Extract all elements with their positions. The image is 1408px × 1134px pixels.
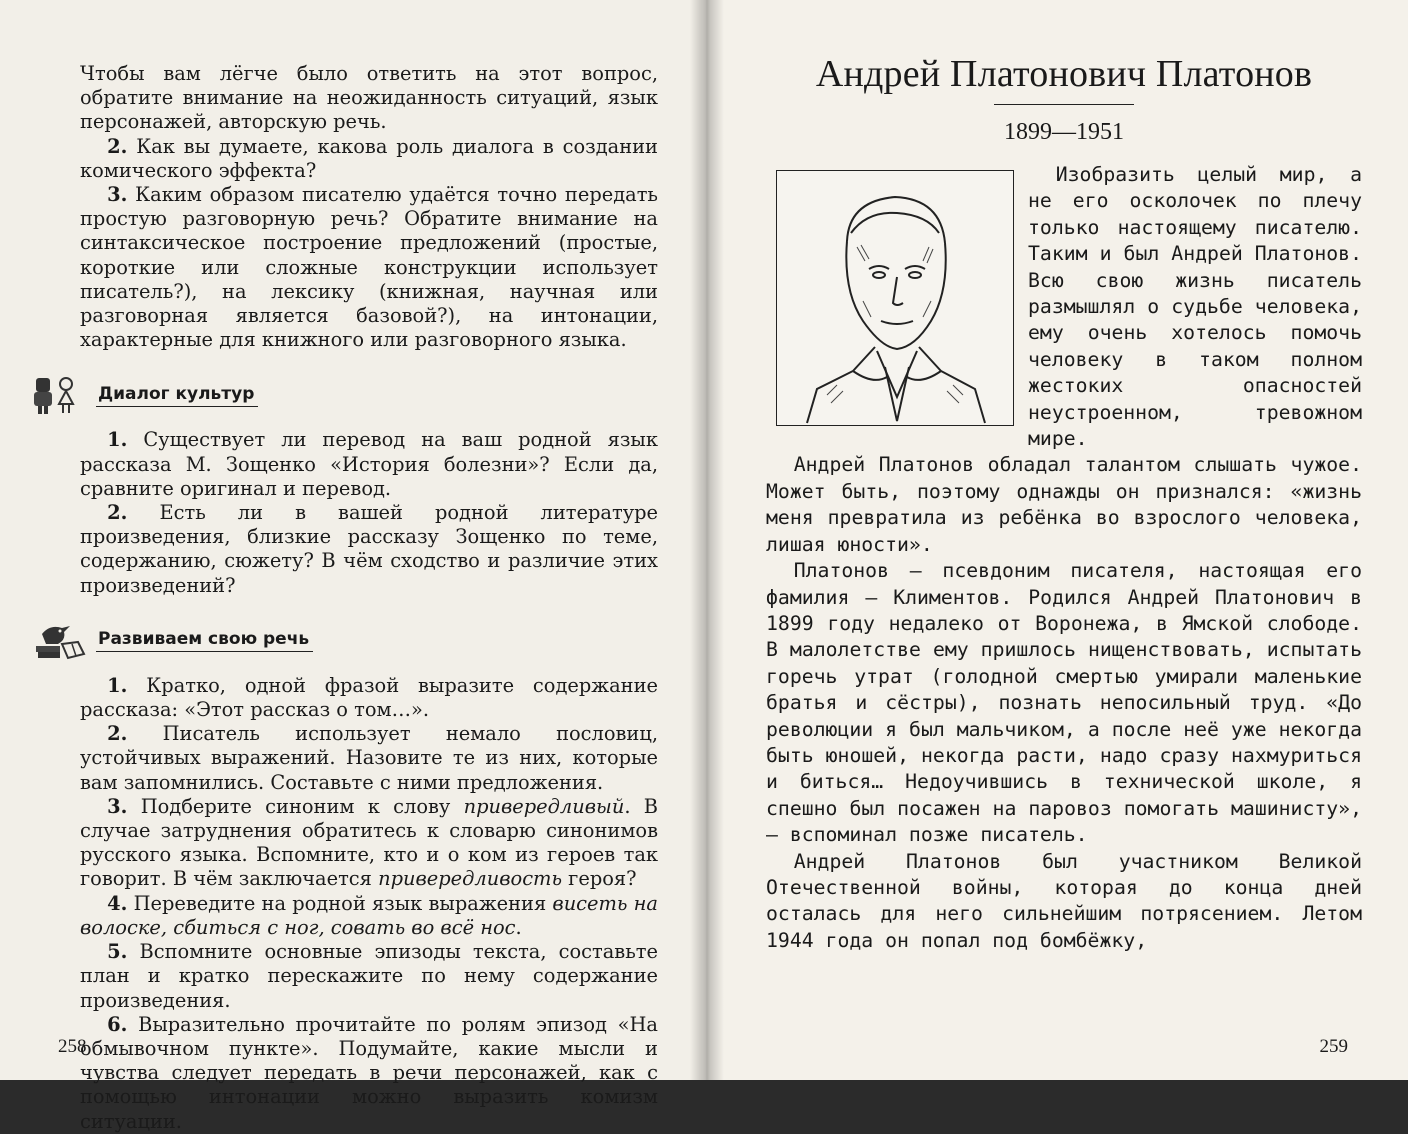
item-text: Писатель использует немало пословиц, устойчивых выражений. Назовите те из них, которые вам запомнились. Составьте с ними предложения.	[80, 722, 658, 794]
title-divider	[994, 104, 1134, 105]
item-number: 2.	[107, 722, 128, 746]
body-paragraph: Андрей Платонов обладал талантом слышать чужое. Может быть, поэтому однажды он признался: «жизнь меня превратила из ребёнка во взрослого человека, лишая юности».	[766, 453, 1362, 556]
item-number: 2.	[107, 501, 128, 525]
item-text: Существует ли перевод на ваш родной язык рассказа М. Зощенко «История болезни»? Если да, сравните оригинал и перевод.	[80, 428, 658, 500]
list-item	[80, 674, 658, 722]
children-icon	[32, 374, 88, 416]
item-text: Переведите на родной язык выражения	[133, 891, 553, 915]
item-text: Кратко, одной фразой выразите содержание рассказа: «Этот рассказ о том…».	[80, 673, 658, 722]
item-number: 2.	[107, 134, 128, 158]
item-text: Есть ли в вашей родной литературе произведения, близкие рассказу Зощенко по теме, содержанию, сюжету? В чём сходство и различие этих произведений?	[80, 501, 658, 597]
item-text: героя?	[562, 867, 637, 891]
italic-term: привередливость	[378, 867, 563, 891]
list-item	[80, 940, 658, 1013]
section-title: Диалог культур	[96, 384, 258, 407]
right-page	[702, 0, 1408, 1080]
item-number: 3.	[107, 183, 128, 207]
body-paragraph: Платонов — псевдоним писателя, настоящая его фамилия — Климентов. Родился Андрей Платонович в 1899 году недалеко от Воронежа, в Ямской слободе. В малолетстве ему пришлось нищенствовать, испытать горечь утрат (голодной смертью умирали маленькие братья и сёстры), познать непосильный труд. «До революции я был мальчиком, а после неё уже некогда быть юношей, некогда расти, надо сразу нахмуриться и биться… Недоучившись в технической школе, я спешно был посажен на паровоз помогать машинисту», — вспоминал позже писатель.	[766, 559, 1362, 847]
body-paragraph: Андрей Платонов был участником Великой Отечественной войны, которая до конца дней осталась для него сильнейшим потрясением. Летом 1944 года он попал под бомбёжку,	[766, 849, 1362, 952]
item-number: 6.	[107, 1012, 128, 1036]
item-text: Как вы думаете, какова роль диалога в создании комического эффекта?	[80, 134, 658, 182]
item-number: 1.	[107, 673, 128, 697]
page-number: 259	[1319, 1036, 1348, 1057]
section-title: Развиваем свою речь	[96, 629, 313, 652]
italic-term: висеть на волоске, сбиться с ног, совать во всё нос	[80, 891, 658, 939]
list-item	[80, 892, 658, 940]
intro-paragraph: Чтобы вам лёгче было ответить на этот вопрос, обратите внимание на неожиданность ситуаций, язык персонажей, авторскую речь.	[80, 62, 658, 134]
author-portrait	[776, 170, 1014, 426]
item-text: Выразительно прочитайте по ролям эпизод «На обмывочном пункте». Подумайте, какие мысли и чувства следует передать в речи персонажей, как с помощью интонации можно выразить комизм ситуации.	[80, 1012, 658, 1133]
section-heading-dialog	[32, 374, 658, 416]
item-text: .	[515, 915, 522, 939]
item-text: Каким образом писателю удаётся точно передать простую разговорную речь? Обратите внимание на синтаксическое построение предложений (простые, короткие или сложные конструкции использует писатель?), на лексику (книжная, научная или разговорная является базовой?), на интонации, характерные для книжного или разговорного языка.	[80, 183, 658, 352]
question-item	[80, 183, 658, 352]
item-number: 3.	[107, 794, 128, 818]
list-item	[80, 722, 658, 795]
left-page	[0, 0, 702, 1133]
item-number: 4.	[107, 891, 128, 915]
item-number: 5.	[107, 940, 128, 964]
list-item	[80, 795, 658, 892]
italic-term: привередливый	[463, 794, 625, 818]
life-years: 1899—1951	[1004, 119, 1124, 145]
item-text: Подберите синоним к слову	[140, 794, 464, 818]
body-paragraph: Изобразить целый мир, а не его осколочек по плечу только настоящему писателю. Таким и был Андрей Платонов. Всю свою жизнь писатель размышлял о судьбе человека, ему очень хотелось помочь человеку в таком полном жестоких опасностей неустроенном, тревожном мире.	[1028, 163, 1362, 451]
crow-books-icon	[32, 620, 88, 662]
section-heading-speech	[32, 620, 658, 662]
page-number: 258	[58, 1036, 87, 1057]
list-item	[80, 428, 658, 501]
list-item	[80, 501, 658, 598]
chapter-title: Андрей Платонович Платонов	[815, 53, 1313, 95]
item-number: 1.	[107, 428, 128, 452]
author-portrait-icon	[777, 171, 1013, 425]
item-text: Вспомните основные эпизоды текста, составьте план и кратко перескажите по нему содержание произведения.	[80, 940, 658, 1012]
item-text: . В случае затруднения обратитесь к словарю синонимов русского языка. Вспомните, кто и о ком из героев так говорит. В чём заключается	[80, 794, 659, 891]
question-item	[80, 135, 658, 183]
list-item	[80, 1013, 658, 1134]
